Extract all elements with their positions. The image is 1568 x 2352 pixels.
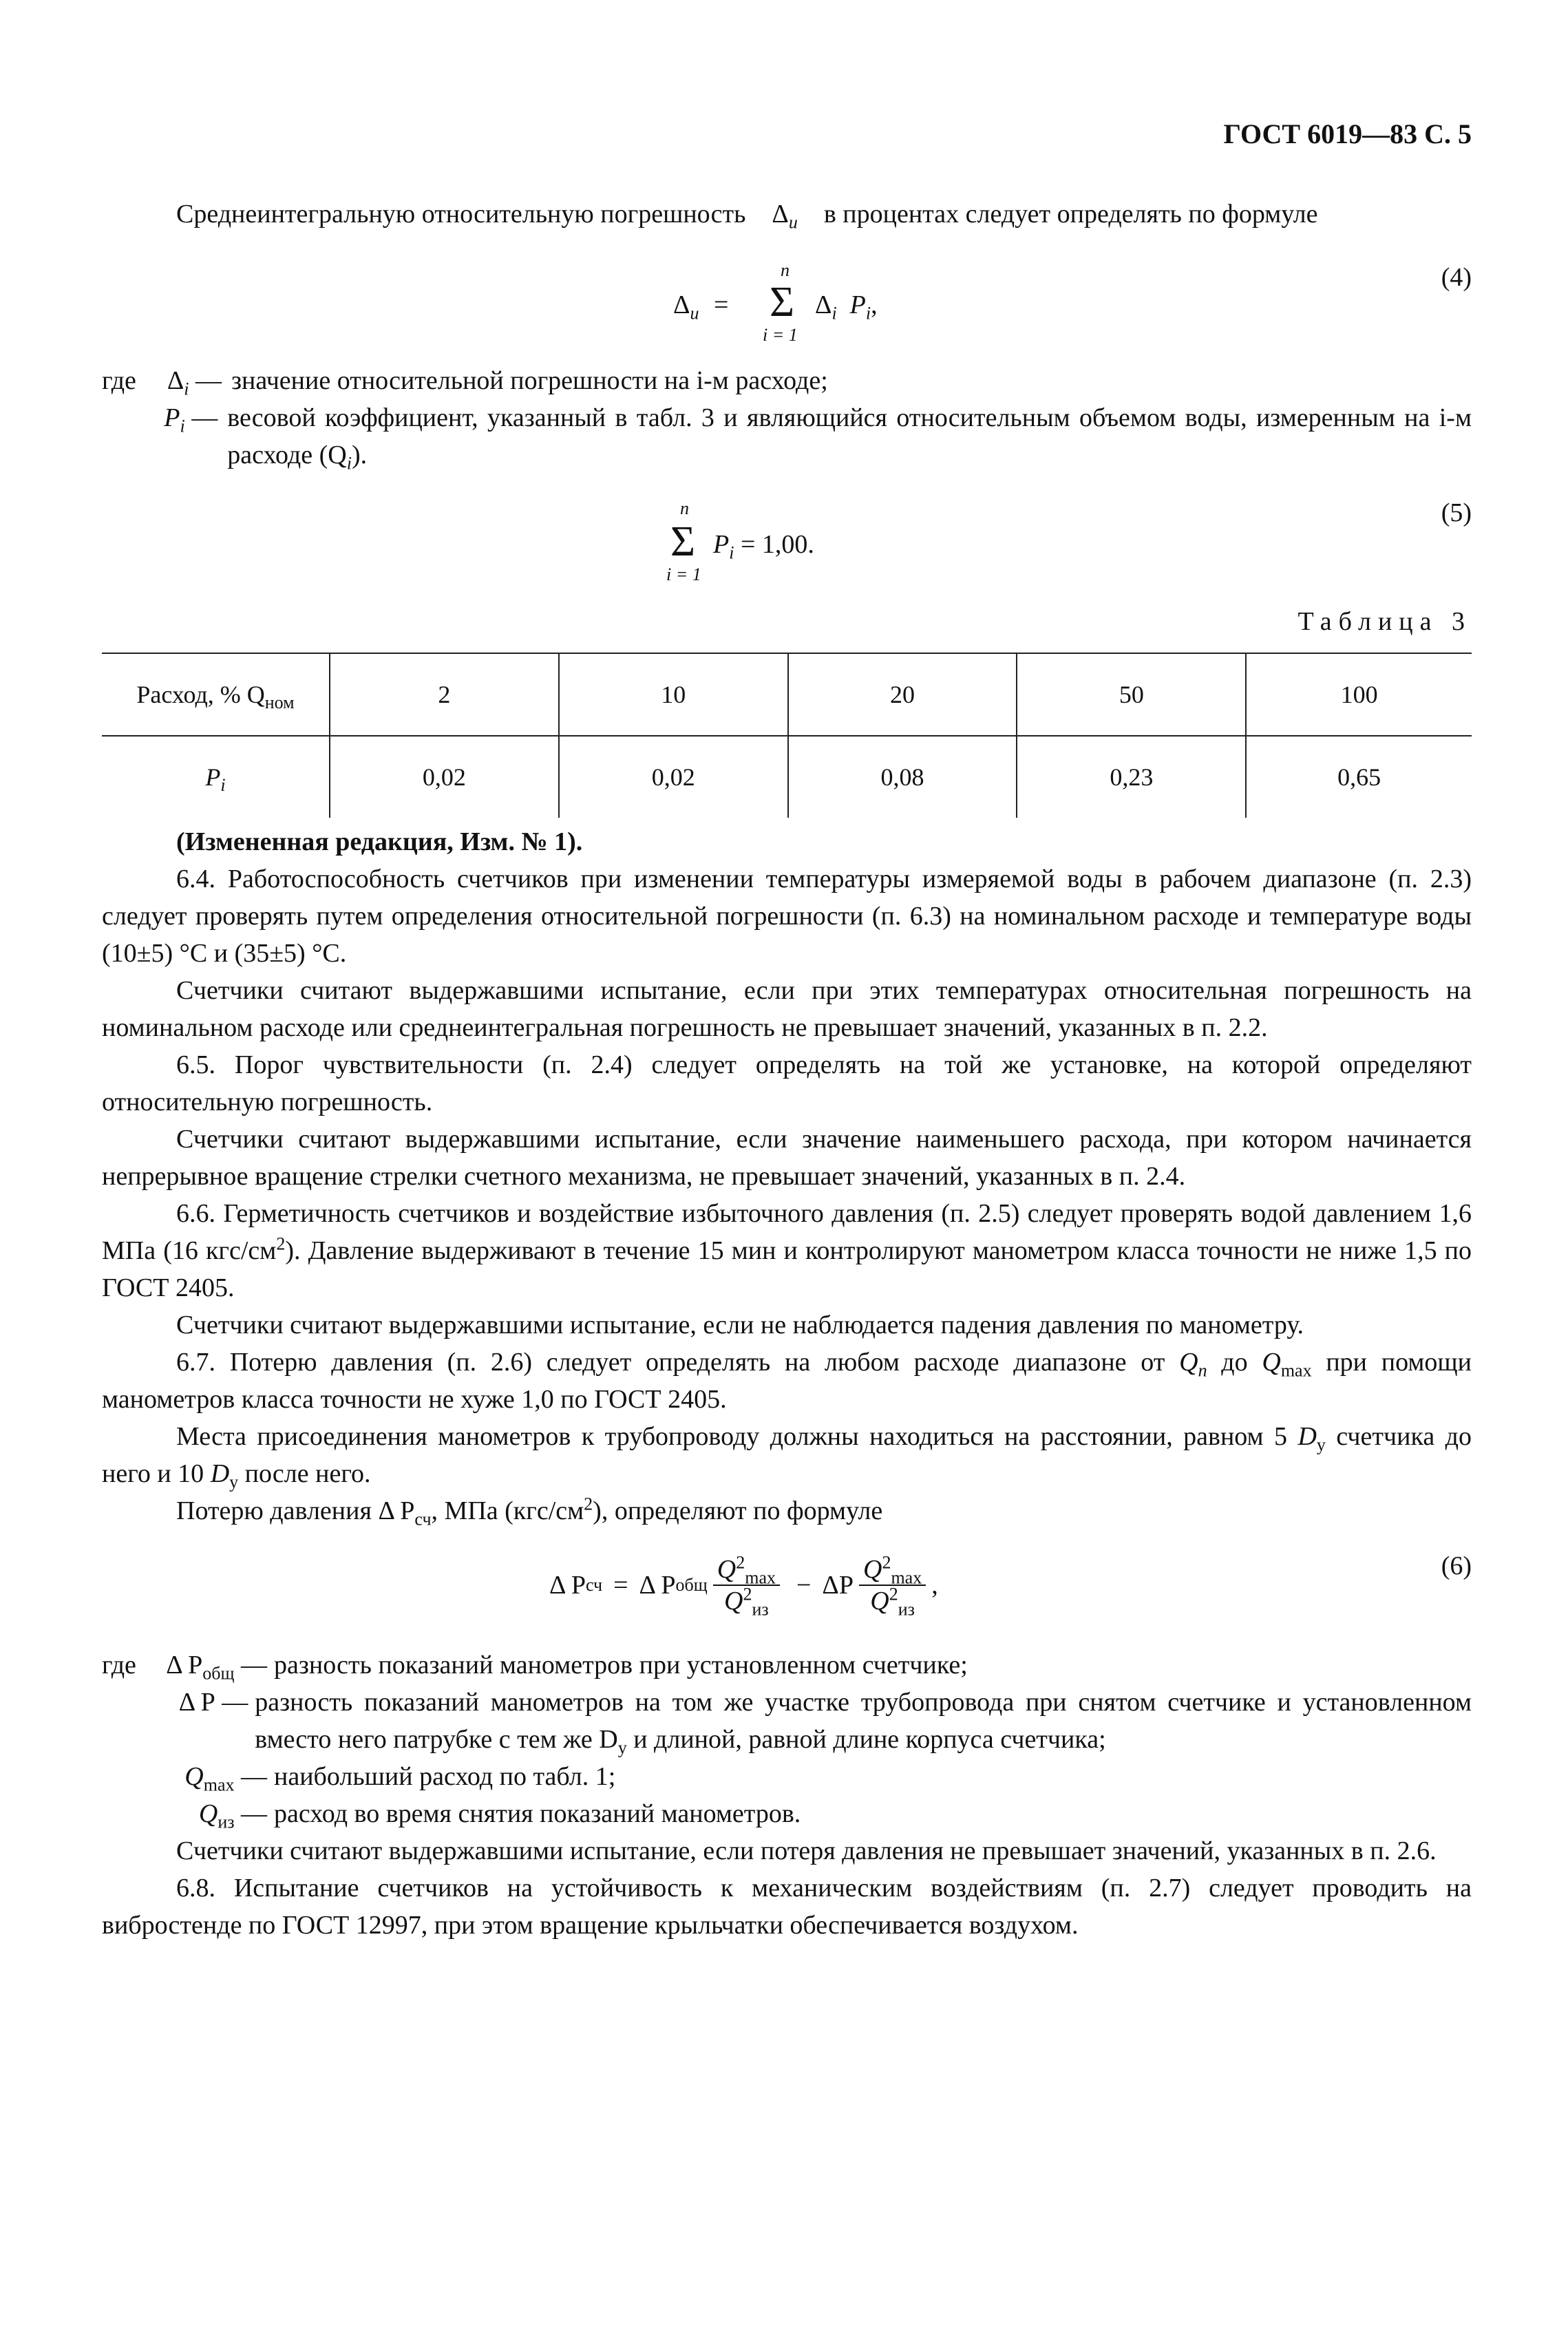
paragraph-6-6-result: Счетчики считают выдержавшими испытание, если не наблюдается падения давления по манометру.	[176, 1311, 1304, 1339]
table-3	[102, 653, 1472, 818]
fraction: $\frac{Q^2_{max}}{Q^2_{из}}$	[713, 1554, 780, 1616]
paragraph-6-4-result: Счетчики считают выдержавшими испытание, если при этих температурах относительная погрешность на номинальном расходе или среднеинтегральная погрешность не превышает значений, указанных в п. 2.2.	[102, 976, 1472, 1042]
definitions-2	[102, 1646, 1472, 1832]
paragraph-6-5: 6.5. Порог чувствительности (п. 2.4) следует определять на той же установке, на которой определяют относительную погрешность.	[102, 1050, 1472, 1116]
formula-4: (4) $\Delta_и$ = n Σ i = 1 $\Delta_i$ $P_i$,	[673, 260, 1472, 345]
paragraph-6-5-result: Счетчики считают выдержавшими испытание, если значение наименьшего расхода, при котором начинается непрерывное вращение стрелки счетного механизма, не превышает значений, указанных в п. 2.4.	[102, 1125, 1472, 1191]
paragraph-6-6: 6.6. Герметичность счетчиков и воздействие избыточного давления (п. 2.5) следует проверять водой давлением 1,6 МПа (16 кгс/$см^2$). Давление выдерживают в течение 15 мин и контролируют манометром класса точности не ниже 1,5 по ГОСТ 2405.	[102, 1199, 1472, 1302]
definition-item: Δ P — разность показаний манометров на том же участке трубопровода при снятом счетчике и установленном вместо него патрубке с тем же $D_у$ и длиной, равной длине корпуса счетчика;	[178, 1688, 1472, 1758]
paragraph-6-8: 6.8. Испытание счетчиков на устойчивость к механическим воздействиям (п. 2.7) следует проводить на вибростенде по ГОСТ 12997, при этом вращение крыльчатки обеспечивается воздухом.	[102, 1874, 1472, 1940]
paragraph-6-7-formula-intro: Потерю давления Δ $P_{сч}$, МПа $(кгс/см^2)$, определяют по формуле	[176, 1494, 883, 1529]
formula-number: (5)	[1441, 498, 1472, 527]
sum-symbol: Σ	[770, 279, 795, 326]
page-header: ГОСТ 6019—83 С. 5	[1223, 118, 1472, 149]
fraction: $\frac{Q^2_{max}}{Q^2_{из}}$	[859, 1554, 926, 1616]
definition-item: где Δ $P_{общ}$ — разность показаний манометров при установленном счетчике;	[102, 1651, 968, 1684]
formula-5: (5) n Σ i = 1 $P_i = 1,00$.	[102, 480, 1472, 597]
paragraph-6-4: 6.4. Работоспособность счетчиков при изменении температуры измеряемой воды в рабочем диапазоне (п. 2.3) следует проверять путем определения относительной погрешности (п. 6.3) на номинальном расходе и температуре воды (10±5) °С и (35±5) °С.	[102, 865, 1472, 968]
formula-number: (6)	[1441, 1551, 1472, 1580]
table-title: Таблица 3	[1297, 607, 1472, 636]
definition-item: $Q_{из}$ — расход во время снятия показаний манометров.	[198, 1799, 801, 1832]
paragraph-6-7: 6.7. Потерю давления (п. 2.6) следует определять на любом расходе диапазоне от $Q_п$ до $Q_{max}$ при помощи манометров класса точности не хуже 1,0 по ГОСТ 2405.	[102, 1348, 1472, 1414]
paragraph-6-7-result: Счетчики считают выдержавшими испытание, если потеря давления не превышает значений, указанных в п. 2.6.	[176, 1836, 1437, 1865]
definition-item: $P_i$ — весовой коэффициент, указанный в табл. 3 и являющийся относительным объемом воды, измеренным на i-м расходе $(Q_i)$.	[164, 403, 1472, 474]
definition-item: $Q_{max}$ — наибольший расход по табл. 1;	[184, 1762, 616, 1795]
formula-number: (4)	[1441, 263, 1472, 292]
edit-note: (Измененная редакция, Изм. № 1).	[176, 827, 583, 856]
definitions-1	[102, 362, 1472, 474]
formula-6: (6) Δ P сч = Δ P общ $\frac{Q^2_{max}}{Q^2_{из}}$ − ΔP $\frac{Q^2_{max}}{Q^2_{из}}$ ,	[102, 1529, 1472, 1646]
table-row: Расход, % $Q_{ном}$ 2 10 20 50 100	[102, 653, 1472, 736]
intro-paragraph: Среднеинтегральную относительную погрешность $\Delta_и$ в процентах следует определять по формуле	[176, 200, 1318, 233]
definition-item: где $\Delta_i$ — значение относительной погрешности на i-м расходе;	[102, 366, 828, 399]
sum-symbol: Σ	[670, 518, 696, 565]
paragraph-6-7-taps: Места присоединения манометров к трубопроводу должны находиться на расстоянии, равном 5 $D_у$ счетчика до него и 10 $D_у$ после него.	[102, 1422, 1472, 1492]
body-column	[102, 195, 1472, 1944]
table-row: $P_i$ 0,02 0,02 0,08 0,23 0,65	[102, 736, 1472, 818]
